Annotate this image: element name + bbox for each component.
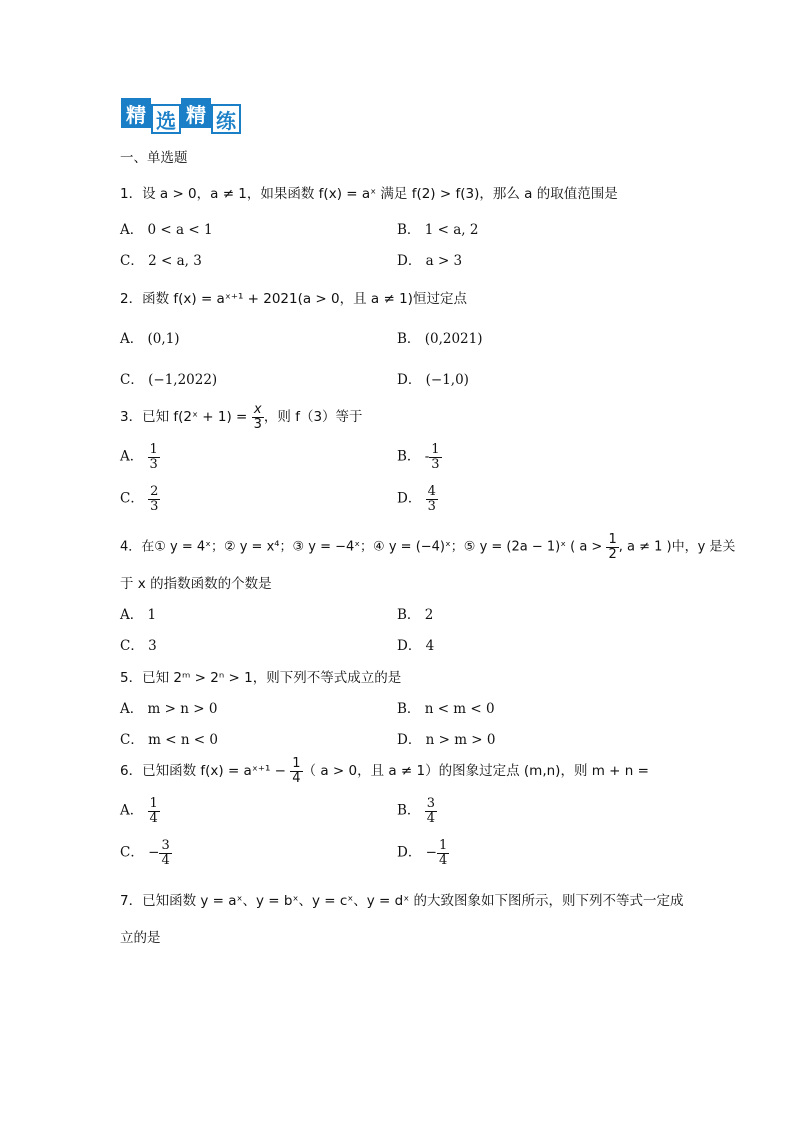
q2-option-b: B． (0,2021) (397, 331, 483, 347)
q3-b-fraction (429, 443, 441, 471)
q3-c-num: 2 (150, 484, 159, 499)
q3-option-c (120, 485, 160, 513)
q3-b-den: 3 (431, 456, 440, 472)
q1-option-d: D． a > 3 (397, 253, 463, 269)
section-badge (121, 98, 241, 134)
q6-option-b (397, 797, 437, 825)
q6-a-num: 1 (149, 796, 158, 811)
q6-d-fraction (437, 839, 449, 867)
question-7-stem-line2: 立的是 (120, 930, 161, 946)
q3-d-label: D． (397, 490, 422, 507)
q6-a-fraction (148, 797, 160, 825)
q4-option-d: D． 4 (397, 638, 435, 654)
q6-c-sign: − (148, 844, 160, 861)
badge-char-1: 精 (121, 98, 151, 128)
q6-frac-num: 1 (292, 756, 301, 771)
question-4-stem (120, 533, 735, 561)
q6-a-label: A． (120, 802, 144, 819)
q3-option-a (120, 443, 160, 471)
q6-option-d (397, 839, 449, 867)
q3-d-den: 3 (427, 498, 436, 514)
q6-b-num: 3 (426, 796, 435, 811)
q3-a-fraction (148, 443, 160, 471)
question-2-stem: 2．函数 f(x) = aˣ⁺¹ + 2021(a > 0，且 a ≠ 1)恒过定点 (120, 291, 467, 307)
q6-d-label: D． (397, 844, 422, 861)
q3-option-b (397, 443, 442, 471)
q4-stem-post: , a ≠ 1 )中，y 是关 (618, 539, 736, 555)
question-6-stem (120, 757, 649, 785)
badge-char-3: 精 (181, 98, 211, 128)
q6-c-fraction (159, 839, 171, 867)
question-7-stem: 7．已知函数 y = aˣ、y = bˣ、y = cˣ、y = dˣ 的大致图象如下图所示，则下列不等式一定成 (120, 893, 684, 909)
q4-frac-den: 2 (608, 546, 617, 562)
q3-b-num: 1 (431, 442, 440, 457)
q6-b-label: B． (397, 802, 421, 819)
q6-d-den: 4 (438, 852, 448, 868)
q2-option-a: A． (0,1) (120, 331, 180, 347)
q6-c-label: C． (120, 844, 144, 861)
q6-frac-den: 4 (292, 770, 301, 786)
q3-c-label: C． (120, 490, 144, 507)
q3-c-den: 3 (150, 498, 159, 514)
q6-c-den: 4 (161, 852, 170, 868)
q3-fraction (252, 403, 264, 431)
q6-stem-post: （ a > 0，且 a ≠ 1）的图象过定点 (m,n)，则 m + n = (302, 763, 649, 780)
q4-option-c: C． 3 (120, 638, 157, 654)
q1-option-a: A． 0 < a < 1 (120, 222, 213, 238)
q4-option-a: A． 1 (120, 607, 157, 623)
question-1-stem: 1．设 a > 0，a ≠ 1，如果函数 f(x) = aˣ 满足 f(2) > f(3)，那么 a 的取值范围是 (120, 186, 618, 202)
q5-option-d: D． n > m > 0 (397, 732, 496, 748)
q6-fraction (290, 757, 302, 785)
section-title: 一、单选题 (120, 150, 188, 166)
q3-d-fraction (426, 485, 438, 513)
badge-char-4: 练 (211, 104, 241, 134)
q5-option-c: C． m < n < 0 (120, 732, 218, 748)
q4-frac-num: 1 (608, 532, 617, 547)
q1-option-b: B． 1 < a, 2 (397, 222, 479, 238)
q3-option-d (397, 485, 438, 513)
q3-stem-pre: 3．已知 f(2ˣ + 1) = (120, 409, 252, 426)
q6-b-den: 4 (426, 810, 435, 826)
q5-option-a: A． m > n > 0 (120, 701, 218, 717)
q6-option-a (120, 797, 160, 825)
q3-b-sign: - (424, 448, 430, 465)
q6-d-num: 1 (438, 838, 448, 853)
q6-c-num: 3 (161, 838, 170, 853)
q3-frac-num: x (252, 403, 264, 418)
q3-a-num: 1 (149, 442, 158, 457)
q4-option-b: B． 2 (397, 607, 434, 623)
q3-a-label: A． (120, 448, 144, 465)
q4-stem-pre: 4．在① y = 4ˣ；② y = x⁴；③ y = −4ˣ；④ y = (−4)ˣ；⑤ y = (2a − 1)ˣ ( a > (120, 539, 607, 555)
q3-d-num: 4 (427, 484, 436, 499)
q3-a-den: 3 (149, 456, 158, 472)
q3-c-fraction (148, 485, 160, 513)
q3-stem-post: ，则 f（3）等于 (263, 409, 363, 426)
q6-a-den: 4 (149, 810, 158, 826)
q3-frac-den: 3 (253, 416, 262, 432)
q1-option-c: C． 2 < a, 3 (120, 253, 202, 269)
question-4-stem-line2: 于 x 的指数函数的个数是 (120, 576, 272, 592)
q6-d-sign: − (425, 844, 437, 861)
question-3-stem (120, 403, 363, 431)
badge-char-2: 选 (151, 104, 181, 134)
q6-stem-pre: 6．已知函数 f(x) = aˣ⁺¹ − (120, 763, 291, 780)
q2-option-d: D． (−1,0) (397, 372, 469, 388)
q4-fraction (606, 533, 618, 561)
question-5-stem: 5．已知 2ᵐ > 2ⁿ > 1，则下列不等式成立的是 (120, 670, 402, 686)
q6-option-c (120, 839, 172, 867)
q2-option-c: C． (−1,2022) (120, 372, 218, 388)
q3-b-label: B． (397, 448, 421, 465)
q5-option-b: B． n < m < 0 (397, 701, 495, 717)
q6-b-fraction (425, 797, 437, 825)
